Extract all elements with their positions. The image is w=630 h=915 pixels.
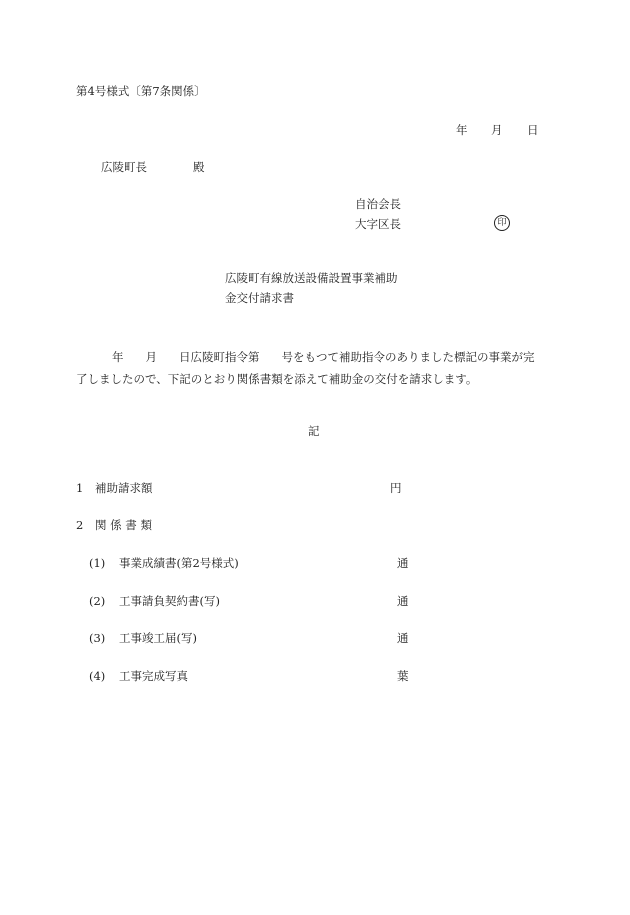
form-number: 第4号様式〔第7条関係〕 xyxy=(76,84,206,98)
doc-item-1-number: (1) xyxy=(89,556,106,570)
ki-heading: 記 xyxy=(308,424,320,438)
document-title-line-2: 金交付請求書 xyxy=(225,291,294,305)
doc-item-3-label: 工事竣工届(写) xyxy=(119,631,197,645)
item-1-number: 1 xyxy=(76,481,84,495)
doc-item-4-unit: 葉 xyxy=(397,669,409,683)
document-title-line-1: 広陵町有線放送設備設置事業補助 xyxy=(225,271,398,285)
addressee-name: 広陵町長 xyxy=(101,160,147,174)
date-day: 日 xyxy=(527,123,539,137)
sender-title-1: 自治会長 xyxy=(355,197,401,211)
doc-item-3-unit: 通 xyxy=(397,631,409,645)
item-1-label: 補助請求額 xyxy=(95,481,153,495)
doc-item-2-number: (2) xyxy=(89,594,106,608)
body-paragraph xyxy=(76,346,556,390)
body-mid: 日広陵町指令第 xyxy=(179,350,260,364)
sender-title-2: 大字区長 xyxy=(355,217,401,231)
body-rest: 号をもつて補助指令のありました標記の事業が完 xyxy=(281,350,535,364)
doc-item-4-label: 工事完成写真 xyxy=(119,669,188,683)
item-2-number: 2 xyxy=(76,518,84,532)
date-month: 月 xyxy=(491,123,503,137)
doc-item-2-unit: 通 xyxy=(397,594,409,608)
item-1-unit: 円 xyxy=(390,481,402,495)
body-month: 月 xyxy=(145,350,157,364)
doc-item-1-label: 事業成績書(第2号様式) xyxy=(119,556,239,570)
body-line-1 xyxy=(76,346,556,368)
doc-item-3-number: (3) xyxy=(89,631,106,645)
doc-item-2-label: 工事請負契約書(写) xyxy=(119,594,220,608)
seal-mark: 印 xyxy=(494,215,510,231)
doc-item-1-unit: 通 xyxy=(397,556,409,570)
addressee-honorific: 殿 xyxy=(193,160,205,174)
date-year: 年 xyxy=(456,123,468,137)
doc-item-4-number: (4) xyxy=(89,669,106,683)
body-year: 年 xyxy=(112,350,124,364)
body-line-2: 了しましたので、下記のとおり関係書類を添えて補助金の交付を請求します。 xyxy=(76,372,478,386)
item-2-label: 関 係 書 類 xyxy=(95,518,152,532)
